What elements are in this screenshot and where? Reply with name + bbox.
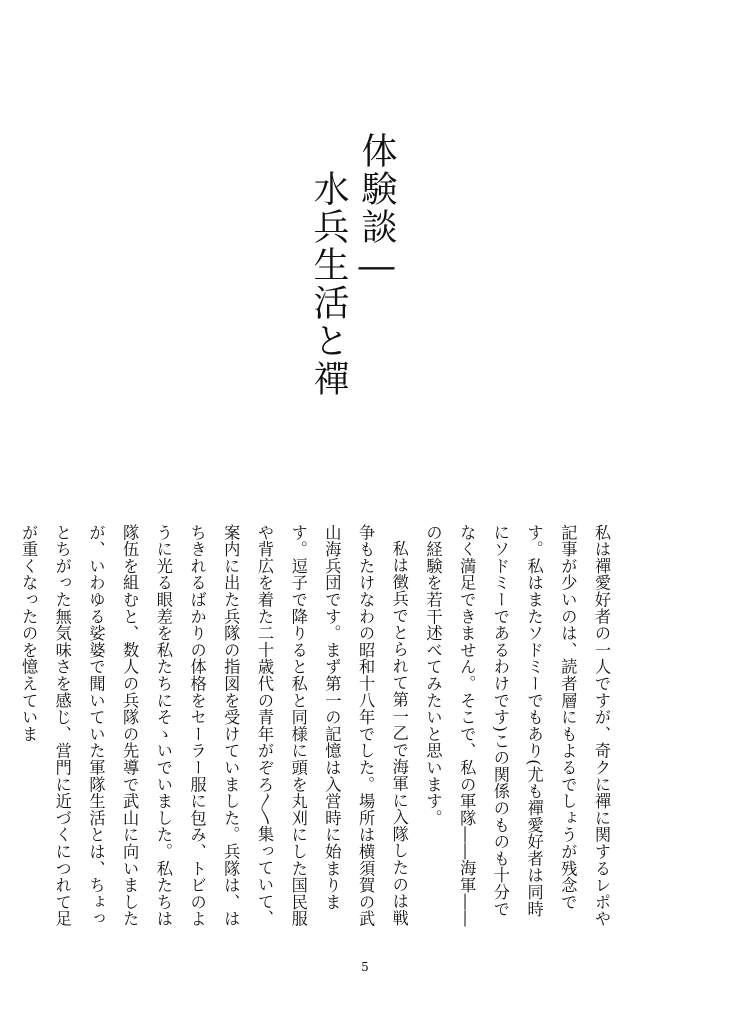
title-line-1: 体験談― <box>356 132 397 289</box>
title-line-2: 水兵生活と禪 <box>308 170 349 398</box>
body-paragraph-1: 私は禪愛好者の一人ですが、奇クに禪に関するレポや記事が少いのは、読者層にもよるでしょうが残念です。私はまたソドミーでもあり(尤も禪愛好者は同時にソドミーであるわけです)この関係のものも十分でなく満足できません。そこで、私の軍隊――海軍――の経験を若干述べてみたいと思います。 <box>423 524 611 928</box>
body-paragraph-2: 私は徴兵でとられて第一乙で海軍に入隊したのは戦争もたけなわの昭和十八年でした。場所は横須賀の武山海兵団です。まず第一の記憶は入営時に始まります。逗子で降りると私と同様に頭を丸刈にした国民服や背広を着た二十歳代の青年がぞろ〳〵集っていて、案内に出た兵隊の指図を受けていました。兵隊は、はちきれるばかりの体格をセーラー服に包み、トビのように光る眼差を私たちにそゝいでいました。私たちは隊伍を組むと、数人の兵隊の先導で武山に向いましたが、いわゆる娑婆で聞いていた軍隊生活とは、ちょっとちがった無気味さを感じ、営門に近づくにつれて足が重くなったのを憶えていま <box>19 524 409 928</box>
body-text <box>19 524 618 932</box>
page-number: 5 <box>361 960 369 974</box>
title-block <box>300 132 400 422</box>
